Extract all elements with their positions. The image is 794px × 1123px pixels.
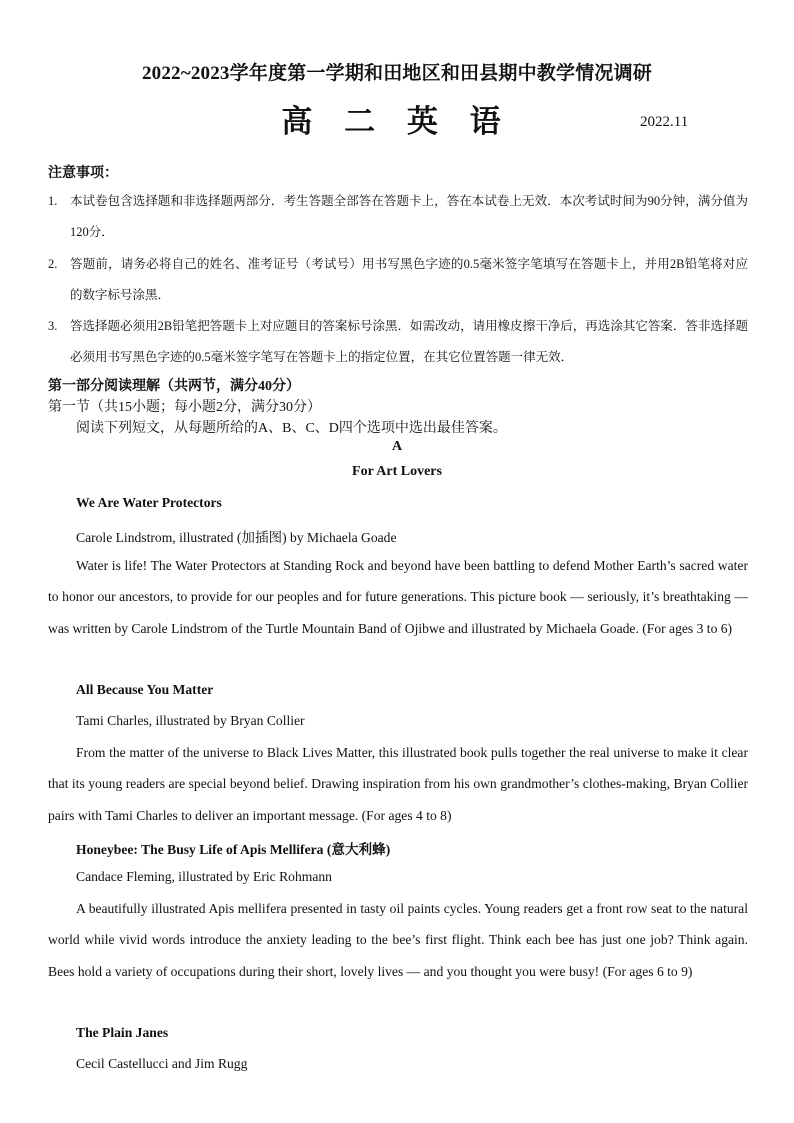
- exam-date: 2022.11: [640, 114, 689, 130]
- book-title: All Because You Matter: [76, 682, 214, 697]
- subject-title: 高 二 英 语: [281, 104, 513, 139]
- book-author: Cecil Castellucci and Jim Rugg: [76, 1056, 248, 1071]
- notice-heading: 注意事项：: [48, 166, 118, 181]
- book-title: Honeybee: The Busy Life of Apis Mellifera (意大利蜂): [76, 842, 391, 857]
- passage-letter: A: [391, 439, 403, 454]
- instruction-text: 阅读下列短文，从每题所给的A、B、C、D四个选项中选出最佳答案。: [76, 421, 507, 436]
- notice-item: [48, 186, 748, 248]
- notice-item-text: 本试卷包含选择题和非选择题两部分．考生答题全部答在答题卡上，答在本试卷上无效．本次考试时间为90分钟，满分值为120分．: [70, 194, 748, 239]
- notice-item-number: 1.: [48, 194, 58, 208]
- book-author: Tami Charles, illustrated by Bryan Collier: [76, 713, 305, 728]
- book-title: We Are Water Protectors: [76, 495, 222, 510]
- notice-item-text: 答题前，请务必将自己的姓名、准考证号（考试号）用书写黑色字迹的0.5毫米签字笔填写在答题卡上，并用2B铅笔将对应的数字标号涂黑．: [70, 257, 748, 302]
- book-description: A beautifully illustrated Apis mellifera presented in tasty oil paints cycles. Young readers get a front row seat to the natural world while vivid words introduce the anxiety leading to the bee’s first flight. Think each bee has just one job? Think again. Bees hold a variety of occupations during their short, lovely lives — and you thought you were busy! (For ages 6 to 9): [48, 901, 748, 979]
- book-title: The Plain Janes: [76, 1025, 169, 1040]
- notice-item-number: 2.: [48, 257, 58, 271]
- book-description: From the matter of the universe to Black Lives Matter, this illustrated book pulls together the real universe to make it clear that its young readers are special beyond belief. Drawing inspiration from his own grandmother’s clothes-making, Bryan Collier pairs with Tami Charles to deliver an important message. (For ages 4 to 8): [48, 745, 748, 823]
- book-description: Water is life! The Water Protectors at Standing Rock and beyond have been battling to defend Mother Earth’s sacred water to honor our ancestors, to provide for our peoples and for future generations. This picture book — seriously, it’s breathtaking — was written by Carole Lindstrom of the Turtle Mountain Band of Ojibwe and illustrated by Michaela Goade. (For ages 3 to 6): [48, 558, 748, 636]
- notice-item: [48, 311, 748, 373]
- section-heading: 第一节（共15小题；每小题2分，满分30分）: [48, 400, 321, 415]
- part-heading: 第一部分阅读理解（共两节，满分40分）: [48, 379, 300, 394]
- notice-item: [48, 249, 748, 311]
- passage-title: For Art Lovers: [352, 464, 442, 479]
- book-author: Candace Fleming, illustrated by Eric Rohmann: [76, 869, 332, 884]
- notice-item-text: 答选择题必须用2B铅笔把答题卡上对应题目的答案标号涂黑．如需改动，请用橡皮擦干净后，再选涂其它答案．答非选择题必须用书写黑色字迹的0.5毫米签字笔写在答题卡上的指定位置，在其它位置答题一律无效．: [70, 319, 748, 364]
- notice-item-number: 3.: [48, 319, 58, 333]
- exam-title: 2022~2023学年度第一学期和田地区和田县期中教学情况调研: [141, 63, 653, 84]
- book-author: Carole Lindstrom, illustrated (加插图) by Michaela Goade: [76, 530, 397, 545]
